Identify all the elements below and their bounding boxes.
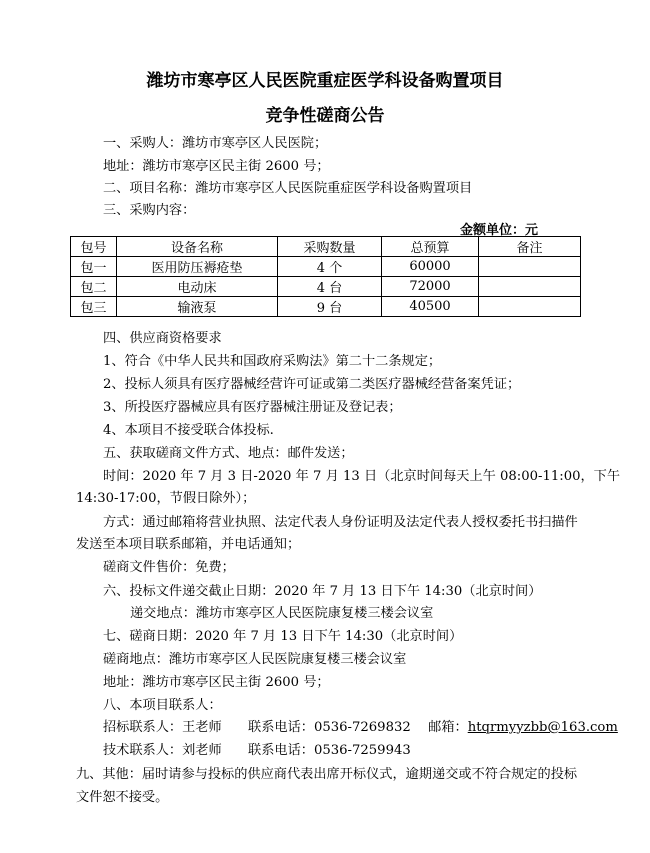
qualification-3: 3、所投医疗器械应具有医疗器械注册证及登记表；: [103, 400, 402, 415]
section-9-other: 九、其他：届时请参与投标的供应商代表出席开标仪式，逾期递交或不符合规定的投标: [76, 767, 578, 782]
col-header-package: 包号: [71, 237, 117, 257]
acquisition-time-cont: 14:30-17:00，节假日除外）；: [76, 491, 256, 506]
cell-equipment: 电动床: [117, 277, 278, 297]
page-subtitle: 竞争性磋商公告: [265, 106, 385, 126]
page-title: 潍坊市寒亭区人民医院重症医学科设备购置项目: [146, 71, 504, 91]
cell-package: 包二: [71, 277, 117, 297]
tender-contact-text: 招标联系人：王老师 联系电话：0536-7269832 邮箱：: [103, 720, 468, 735]
section-5-heading: 五、获取磋商文件方式、地点：邮件发送；: [103, 446, 354, 461]
purchase-content-heading: 三、采购内容：: [103, 203, 196, 218]
col-header-equipment: 设备名称: [117, 237, 278, 257]
section-7-date: 七、磋商日期：2020 年 7 月 13 日下午 14:30（北京时间）: [103, 629, 463, 644]
cell-package: 包一: [71, 257, 117, 277]
procurement-table: [70, 236, 581, 317]
negotiation-address: 地址：潍坊市寒亭区民主街 2600 号；: [103, 675, 330, 690]
amount-unit: 金额单位：元: [459, 223, 538, 238]
negotiation-place: 磋商地点：潍坊市寒亭区人民医院康复楼三楼会议室: [103, 652, 407, 667]
table-row: [71, 297, 581, 317]
section-4-heading: 四、供应商资格要求: [103, 331, 222, 346]
section-9-other-cont: 文件恕不接受。: [76, 790, 169, 805]
acquisition-time: 时间：2020 年 7 月 3 日-2020 年 7 月 13 日（北京时间每天上午 08:00-11:00，下午: [103, 469, 621, 484]
cell-package: 包三: [71, 297, 117, 317]
acquisition-method: 方式：通过邮箱将营业执照、法定代表人身份证明及法定代表人授权委托书扫描件: [103, 515, 578, 530]
col-header-remark: 备注: [479, 237, 581, 257]
cell-remark: [479, 257, 581, 277]
section-6-deadline: 六、投标文件递交截止日期：2020 年 7 月 13 日下午 14:30（北京时间）: [103, 584, 542, 599]
col-header-quantity: 采购数量: [278, 237, 382, 257]
cell-quantity: 4 个: [278, 257, 382, 277]
cell-budget: 40500: [382, 297, 479, 317]
cell-remark: [479, 277, 581, 297]
address-line: 地址：潍坊市寒亭区民主街 2600 号；: [103, 159, 330, 174]
tender-contact: [103, 720, 618, 736]
table-header-row: [71, 237, 581, 257]
table-row: [71, 257, 581, 277]
document-price: 磋商文件售价：免费；: [103, 560, 235, 575]
qualification-4: 4、本项目不接受联合体投标.: [103, 423, 274, 438]
cell-budget: 72000: [382, 277, 479, 297]
cell-remark: [479, 297, 581, 317]
table-row: [71, 277, 581, 297]
purchaser-line: 一、采购人：潍坊市寒亭区人民医院；: [103, 136, 328, 151]
qualification-1: 1、符合《中华人民共和国政府采购法》第二十二条规定；: [103, 354, 442, 369]
cell-equipment: 医用防压褥疮垫: [117, 257, 278, 277]
section-8-heading: 八、本项目联系人：: [103, 698, 222, 713]
qualification-2: 2、投标人须具有医疗器械经营许可证或第二类医疗器械经营备案凭证；: [103, 377, 521, 392]
acquisition-method-cont: 发送至本项目联系邮箱，并电话通知；: [76, 537, 301, 552]
cell-quantity: 4 台: [278, 277, 382, 297]
col-header-budget: 总预算: [382, 237, 479, 257]
cell-quantity: 9 台: [278, 297, 382, 317]
submission-place: 递交地点：潍坊市寒亭区人民医院康复楼三楼会议室: [130, 606, 434, 621]
cell-budget: 60000: [382, 257, 479, 277]
project-name-line: 二、项目名称：潍坊市寒亭区人民医院重症医学科设备购置项目: [103, 181, 473, 196]
cell-equipment: 输液泵: [117, 297, 278, 317]
technical-contact: 技术联系人：刘老师 联系电话：0536-7259943: [103, 743, 411, 758]
contact-email-link[interactable]: htqrmyyzbb@163.com: [467, 720, 618, 735]
